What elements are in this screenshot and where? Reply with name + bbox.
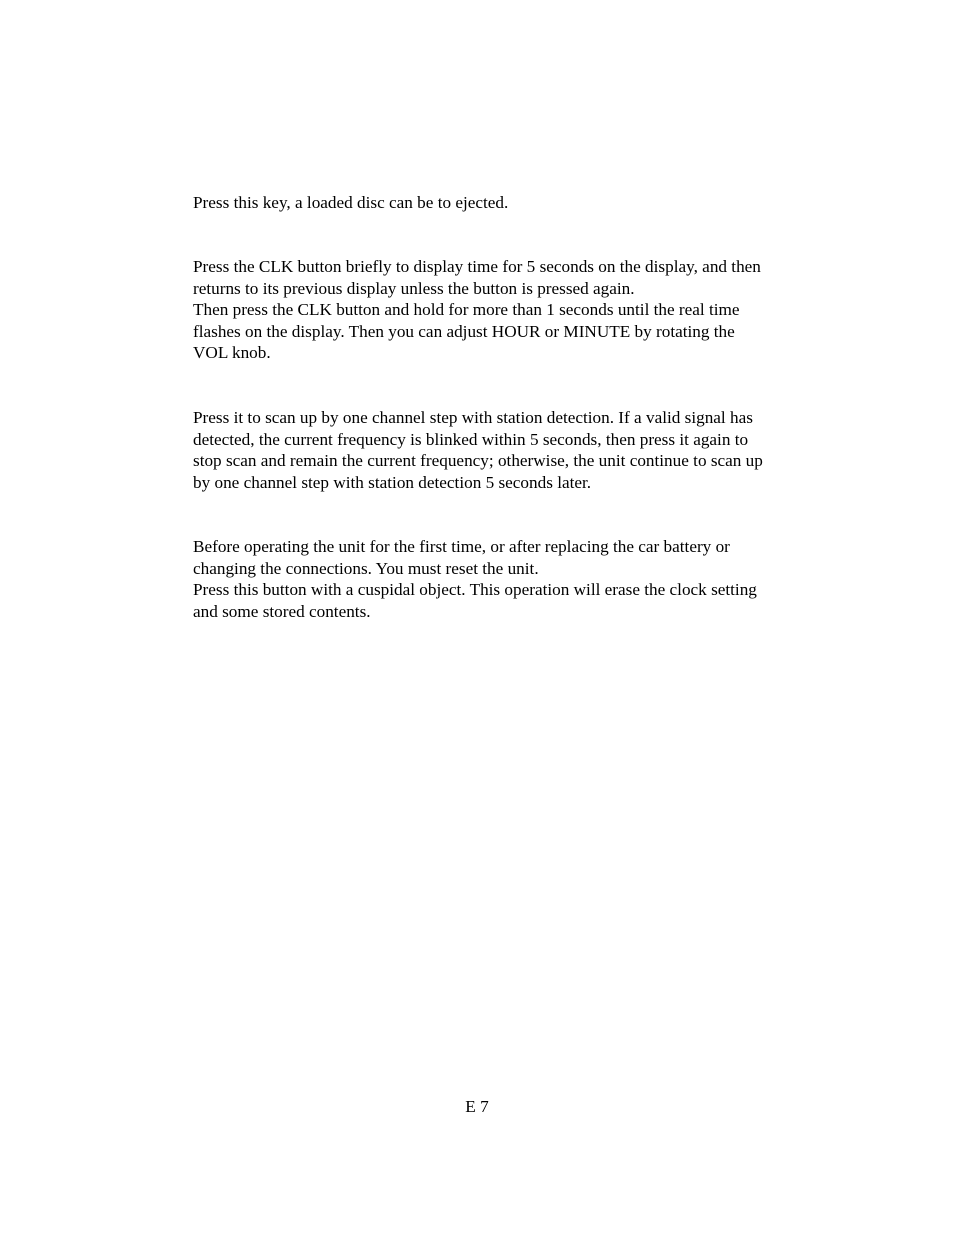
eject-paragraph-1: Press this key, a loaded disc can be to ejected. — [193, 193, 509, 212]
reset-description — [193, 536, 823, 622]
reset-paragraph-1: Before operating the unit for the first time, or after replacing the car battery or changing the connections. You must reset the unit. — [193, 537, 730, 578]
clock-paragraph-2: Then press the CLK button and hold for more than 1 seconds until the real time flashes on the display. Then you can adjust HOUR or MINUTE by rotating the VOL knob. — [193, 300, 740, 363]
eject-description — [193, 192, 823, 214]
page-number: E 7 — [465, 1097, 489, 1116]
clock-description — [193, 256, 823, 364]
clock-paragraph-1: Press the CLK button briefly to display time for 5 seconds on the display, and then returns to its previous display unless the button is pressed again. — [193, 257, 761, 298]
scan-description — [193, 407, 823, 493]
scan-paragraph-1: Press it to scan up by one channel step with station detection. If a valid signal has detected, the current frequency is blinked within 5 seconds, then press it again to stop scan and remain the current frequency; otherwise, the unit continue to scan up by one channel step with station detection 5 seconds later. — [193, 408, 763, 492]
reset-paragraph-2: Press this button with a cuspidal object. This operation will erase the clock setting and some stored contents. — [193, 580, 757, 621]
